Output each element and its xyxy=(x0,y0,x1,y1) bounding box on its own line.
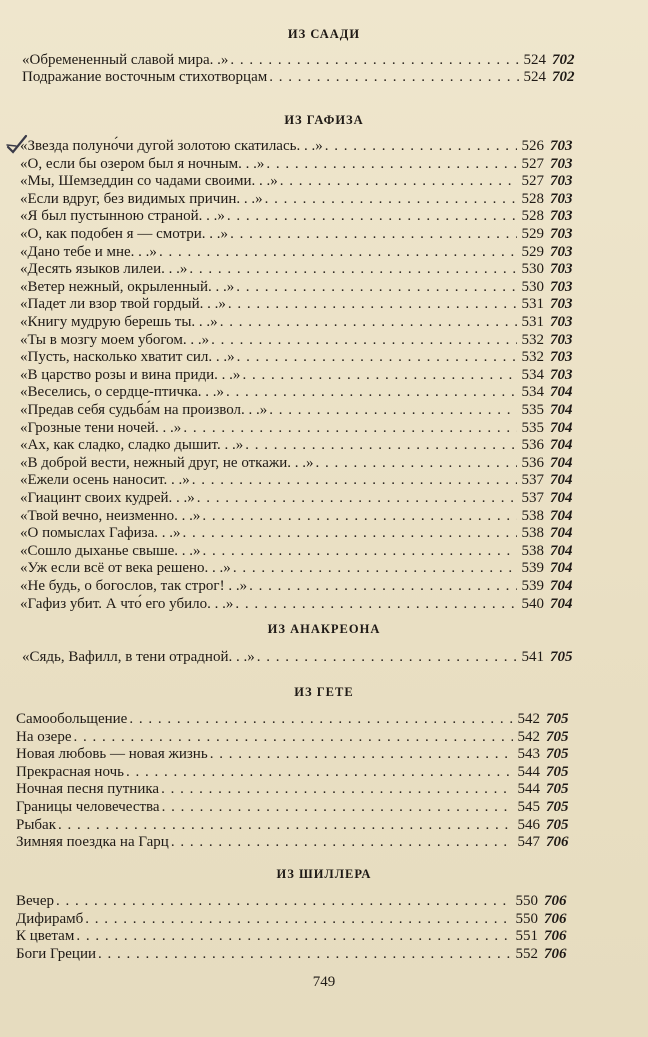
leader-dots xyxy=(265,191,517,208)
page-number: 534 xyxy=(521,384,544,401)
toc-entry xyxy=(20,490,580,507)
toc-entry xyxy=(20,420,580,437)
toc-entry xyxy=(20,402,580,419)
toc-entry xyxy=(20,332,580,349)
entry-title: «Ветер нежный, окрыленный. . .» xyxy=(20,278,235,295)
section-title: ИЗ ГАФИЗА xyxy=(284,113,364,127)
note-page-number: 703 xyxy=(550,226,573,242)
note-page-number: 705 xyxy=(546,711,569,727)
page-number: 537 xyxy=(521,490,544,506)
entry-title: К цветам xyxy=(16,928,75,945)
page-number: 542 xyxy=(517,728,540,745)
note-page-number: 706 xyxy=(544,893,567,909)
entry-title: «Сядь, Вафилл, в тени отрадной. . .» xyxy=(22,649,255,665)
entry-title: Ночная песня путника xyxy=(16,781,160,798)
leader-dots xyxy=(192,472,517,489)
leader-dots xyxy=(233,560,517,577)
note-page-number: 702 xyxy=(552,52,575,68)
note-page-number: 704 xyxy=(550,525,573,542)
entry-title: «Десять языков лилеи. . .» xyxy=(20,261,188,278)
entry-title: Рыбак xyxy=(16,816,56,833)
toc-entry xyxy=(20,156,580,173)
toc-entry xyxy=(20,138,580,155)
toc-entry xyxy=(20,208,580,225)
entry-title: Зимняя поездка на Гарц xyxy=(16,834,169,851)
page-number: 527 xyxy=(521,155,544,172)
toc-entry xyxy=(16,928,574,945)
note-page-number: 703 xyxy=(550,366,573,383)
toc-entry xyxy=(20,384,580,401)
toc-entry xyxy=(20,244,580,261)
leader-dots xyxy=(76,928,510,945)
entry-title: «Ежели осень наносит. . .» xyxy=(20,472,190,489)
page-number: 551 xyxy=(515,928,538,945)
leader-dots xyxy=(161,781,512,798)
note-page-number: 703 xyxy=(550,261,573,278)
page-number: 529 xyxy=(521,243,544,260)
toc-entry xyxy=(20,543,580,560)
entry-title: «Пусть, насколько хватит сил. . .» xyxy=(20,349,235,366)
note-page-number: 703 xyxy=(550,138,573,154)
note-page-number: 705 xyxy=(550,649,573,665)
toc-entry xyxy=(20,367,580,384)
leader-dots xyxy=(230,226,516,243)
note-page-number: 703 xyxy=(550,173,573,190)
leader-dots xyxy=(189,261,516,278)
leader-dots xyxy=(245,437,516,454)
note-page-number: 704 xyxy=(550,384,573,401)
entry-title: Дифирамб xyxy=(16,910,84,927)
toc-entry xyxy=(22,649,580,666)
leader-dots xyxy=(235,596,516,613)
page-number: 544 xyxy=(517,781,540,798)
page-number: 531 xyxy=(521,296,544,313)
toc-entry xyxy=(20,349,580,366)
page-number: 539 xyxy=(521,560,544,577)
toc-entry xyxy=(16,946,574,963)
note-page-number: 703 xyxy=(550,155,573,172)
entry-title: «Твой вечно, неизменно. . .» xyxy=(20,507,201,524)
entry-title: «Ты в мозгу моем убогом. . .» xyxy=(20,331,210,348)
page-number: 536 xyxy=(521,454,544,471)
leader-dots xyxy=(280,173,517,190)
entry-title: «Я был пустынною страной. . .» xyxy=(20,208,225,225)
note-page-number: 704 xyxy=(550,560,573,577)
page-number: 524 xyxy=(523,69,546,85)
note-page-number: 706 xyxy=(544,910,567,927)
toc-entry xyxy=(22,69,582,86)
note-page-number: 706 xyxy=(544,928,567,945)
toc-entry xyxy=(20,191,580,208)
entry-title: Боги Греции xyxy=(16,945,97,962)
page-number: 526 xyxy=(521,138,544,154)
entry-title: «Звезда полуно́чи дугой золотою скатилась. . .» xyxy=(20,138,323,154)
toc-entry xyxy=(20,560,580,577)
page-number: 527 xyxy=(521,173,544,190)
page-number: 524 xyxy=(523,52,546,68)
page-number: 536 xyxy=(521,437,544,454)
note-page-number: 704 xyxy=(550,595,573,612)
entry-title: «Мы, Шемзеддин со чадами своими. . .» xyxy=(20,173,278,190)
note-page-number: 703 xyxy=(550,296,573,313)
leader-dots xyxy=(269,402,516,419)
page-number: 530 xyxy=(521,261,544,278)
note-page-number: 703 xyxy=(550,278,573,295)
page-number: 547 xyxy=(517,834,540,851)
entry-title: «Гиацинт своих кудрей. . .» xyxy=(20,490,195,506)
section-title: ИЗ СААДИ xyxy=(287,27,361,41)
note-page-number: 706 xyxy=(544,945,567,962)
page-number: 535 xyxy=(521,402,544,418)
page-number: 529 xyxy=(521,226,544,242)
toc-entry xyxy=(20,279,580,296)
entry-title: «Книгу мудрую берешь ты. . .» xyxy=(20,314,218,330)
page-number: 528 xyxy=(521,190,544,207)
page-number: 545 xyxy=(517,799,540,815)
leader-dots xyxy=(249,578,516,595)
toc-entry xyxy=(16,817,576,834)
note-page-number: 704 xyxy=(550,437,573,454)
leader-dots xyxy=(210,746,513,763)
leader-dots xyxy=(203,543,517,560)
entry-title: Самообольщение xyxy=(16,711,128,727)
entry-title: «Обремененный славой мира. .» xyxy=(22,52,229,68)
entry-title: «Гафиз убит. А что́ его убило. . .» xyxy=(20,595,234,612)
leader-dots xyxy=(242,367,516,384)
leader-dots xyxy=(58,817,513,834)
note-page-number: 705 xyxy=(546,799,569,815)
toc-entry xyxy=(20,455,580,472)
entry-title: «Если вдруг, без видимых причин. . .» xyxy=(20,190,263,207)
page-number: 531 xyxy=(521,314,544,330)
leader-dots xyxy=(162,799,513,816)
note-page-number: 704 xyxy=(550,454,573,471)
toc-entry xyxy=(20,525,580,542)
leader-dots xyxy=(236,279,516,296)
note-page-number: 704 xyxy=(550,578,573,594)
entry-title: «Падет ли взор твой гордый. . .» xyxy=(20,296,226,313)
toc-entry xyxy=(20,261,580,278)
toc-entry xyxy=(20,508,580,525)
toc-entry xyxy=(16,893,574,910)
toc-entry xyxy=(20,314,580,331)
entry-title: «Уж если всё от века решено. . .» xyxy=(20,560,231,577)
note-page-number: 703 xyxy=(550,208,573,225)
page-number: 542 xyxy=(517,711,540,727)
leader-dots xyxy=(237,349,517,366)
leader-dots xyxy=(257,649,517,666)
entry-title: Новая любовь — новая жизнь xyxy=(16,746,208,763)
page-number: 530 xyxy=(521,278,544,295)
entry-title: Подражание восточным стихотворцам xyxy=(22,69,268,85)
note-page-number: 705 xyxy=(546,763,569,780)
leader-dots xyxy=(171,834,513,851)
page-number: 550 xyxy=(515,910,538,927)
page-number: 537 xyxy=(521,472,544,489)
leader-dots xyxy=(73,729,512,746)
leader-dots xyxy=(211,332,516,349)
page-number: 539 xyxy=(521,578,544,594)
toc-entry xyxy=(22,52,582,69)
leader-dots xyxy=(197,490,517,507)
toc-entry xyxy=(16,911,574,928)
entry-title: «О помыслах Гафиза. . .» xyxy=(20,525,181,542)
entry-title: «Ах, как сладко, сладко дышит. . .» xyxy=(20,437,244,454)
entry-title: «Дано тебе и мне. . .» xyxy=(20,243,157,260)
note-page-number: 704 xyxy=(550,472,573,489)
page-number: 540 xyxy=(521,595,544,612)
leader-dots xyxy=(85,911,510,928)
entry-title: На озере xyxy=(16,728,72,745)
note-page-number: 704 xyxy=(550,490,573,506)
note-page-number: 703 xyxy=(550,349,573,366)
note-page-number: 703 xyxy=(550,190,573,207)
note-page-number: 704 xyxy=(550,419,573,436)
page-number: 550 xyxy=(515,893,538,909)
toc-entry xyxy=(20,578,580,595)
leader-dots xyxy=(56,893,511,910)
toc-entry xyxy=(16,746,576,763)
toc-entry xyxy=(20,437,580,454)
note-page-number: 705 xyxy=(546,816,569,833)
note-page-number: 704 xyxy=(550,507,573,524)
toc-entry xyxy=(16,781,576,798)
entry-title: «Не будь, о богослов, так строг! . .» xyxy=(20,578,248,594)
toc-entry xyxy=(20,173,580,190)
leader-dots xyxy=(220,314,517,331)
toc-entry xyxy=(20,226,580,243)
page-number: 538 xyxy=(521,507,544,524)
leader-dots xyxy=(228,296,517,313)
page-folio-number: 749 xyxy=(312,974,336,990)
note-page-number: 705 xyxy=(546,728,569,745)
page-number: 538 xyxy=(521,542,544,559)
entry-title: Вечер xyxy=(16,893,54,909)
page-number: 541 xyxy=(521,649,544,665)
entry-title: «Сошло дыханье свыше. . .» xyxy=(20,542,201,559)
leader-dots xyxy=(129,711,512,728)
toc-entry xyxy=(20,596,580,613)
note-page-number: 704 xyxy=(550,402,573,418)
toc-entry xyxy=(16,834,576,851)
leader-dots xyxy=(226,384,516,401)
note-page-number: 706 xyxy=(546,834,569,851)
entry-title: «В царство розы и вина приди. . .» xyxy=(20,366,241,383)
page-number: 528 xyxy=(521,208,544,225)
section-title: ИЗ ГЕТЕ xyxy=(294,685,354,699)
page-number: 535 xyxy=(521,419,544,436)
section-title: ИЗ АНАКРЕОНА xyxy=(267,622,381,636)
toc-entry xyxy=(20,472,580,489)
toc-entry xyxy=(20,296,580,313)
leader-dots xyxy=(230,52,518,69)
leader-dots xyxy=(98,946,510,963)
leader-dots xyxy=(325,138,517,155)
entry-title: «В доброй вести, нежный друг, не откажи. . .» xyxy=(20,454,314,471)
note-page-number: 702 xyxy=(552,69,575,85)
page-number: 544 xyxy=(517,763,540,780)
leader-dots xyxy=(183,420,516,437)
leader-dots xyxy=(269,69,518,86)
leader-dots xyxy=(202,508,516,525)
entry-title: Границы человечества xyxy=(16,799,160,815)
entry-title: «О, если бы озером был я ночным. . .» xyxy=(20,155,265,172)
leader-dots xyxy=(182,525,516,542)
page-number: 543 xyxy=(517,746,540,763)
note-page-number: 703 xyxy=(550,331,573,348)
note-page-number: 705 xyxy=(546,746,569,763)
note-page-number: 704 xyxy=(550,542,573,559)
entry-title: «О, как подобен я — смотри. . .» xyxy=(20,226,229,242)
leader-dots xyxy=(227,208,517,225)
entry-title: Прекрасная ночь xyxy=(16,763,124,780)
entry-title: «Грозные тени ночей. . .» xyxy=(20,419,182,436)
page-number: 552 xyxy=(515,945,538,962)
leader-dots xyxy=(159,244,517,261)
note-page-number: 703 xyxy=(550,314,573,330)
entry-title: «Предав себя судьба́м на произвол. . .» xyxy=(20,402,268,418)
leader-dots xyxy=(266,156,516,173)
toc-entry xyxy=(16,799,576,816)
page-number: 546 xyxy=(517,816,540,833)
section-title: ИЗ ШИЛЛЕРА xyxy=(276,867,372,881)
entry-title: «Веселись, о сердце-птичка. . .» xyxy=(20,384,225,401)
page-number: 538 xyxy=(521,525,544,542)
leader-dots xyxy=(126,764,513,781)
toc-entry xyxy=(16,711,576,728)
note-page-number: 705 xyxy=(546,781,569,798)
toc-entry xyxy=(16,764,576,781)
leader-dots xyxy=(316,455,517,472)
page-number: 534 xyxy=(521,366,544,383)
page-number: 532 xyxy=(521,331,544,348)
toc-entry xyxy=(16,729,576,746)
note-page-number: 703 xyxy=(550,243,573,260)
page-number: 532 xyxy=(521,349,544,366)
